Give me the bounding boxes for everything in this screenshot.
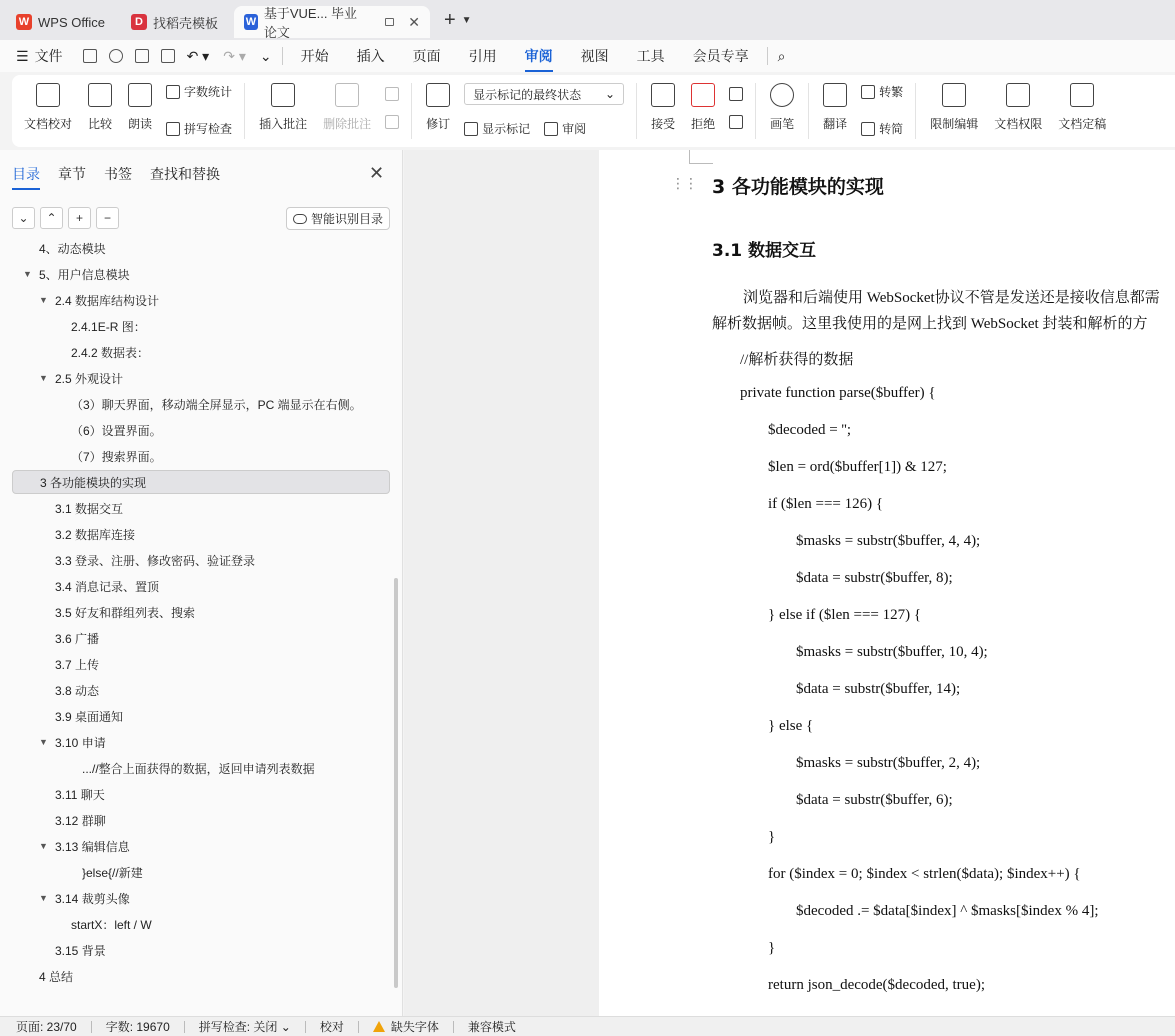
show-markup-label: 显示标记 [482, 122, 531, 136]
toc-item-label: 4、动态模块 [39, 241, 106, 256]
word-count-icon [166, 85, 180, 99]
page-indicator[interactable]: 页面: 23/70 [16, 1020, 77, 1034]
heading-3: 3 各功能模块的实现 [712, 176, 884, 198]
to-simplified-button[interactable] [861, 120, 903, 137]
doc-final-icon [1070, 83, 1094, 107]
markup-options-row [464, 120, 624, 137]
delete-comment-icon [335, 83, 359, 107]
toc-item[interactable] [12, 236, 390, 260]
code-line: $data = substr($buffer, 14); [796, 681, 961, 697]
code-line: if ($len === 126) { [768, 496, 884, 512]
next-change-icon[interactable] [729, 115, 743, 129]
toc-item[interactable] [12, 340, 390, 364]
toc-item-label: 2.4.1E-R 图： [71, 319, 146, 334]
code-line: } [768, 940, 776, 956]
toc-item[interactable] [12, 574, 390, 598]
read-aloud-label: 朗读 [128, 117, 153, 131]
smart-toc-label: 智能识别目录 [310, 212, 383, 226]
expand-arrow-icon[interactable]: ▼ [23, 269, 32, 279]
tab-bookmarks[interactable]: 书签 [104, 166, 132, 182]
toc-item-label: （3）聊天界面，移动端全屏显示，PC 端显示在右侧。 [71, 397, 362, 412]
toc-item[interactable] [12, 834, 390, 858]
pen-icon [770, 83, 794, 107]
word-count-label: 字数统计 [184, 85, 233, 99]
toc-item[interactable] [12, 912, 390, 936]
expand-arrow-icon[interactable]: ▼ [39, 841, 48, 851]
toc-item-label: 3.6 广播 [55, 631, 100, 646]
tab-bar [0, 0, 1175, 40]
status-separator [91, 1021, 92, 1033]
toc-item-label: 5、用户信息模块 [39, 267, 130, 282]
tab-sections[interactable]: 章节 [58, 166, 86, 182]
code-line: $decoded .= $data[$index] ^ $masks[$index % 4]; [796, 903, 1099, 919]
toc-item[interactable] [12, 600, 390, 624]
warning-icon [373, 1021, 385, 1032]
menu-references[interactable]: 引用 [468, 48, 497, 64]
toc-item[interactable] [12, 444, 390, 468]
hamburger-menu-icon[interactable]: ☰ [16, 47, 29, 64]
body-paragraph: 解析数据帧。这里我使用的是网上找到 WebSocket 封装和解析的方 [712, 316, 1148, 332]
toc-item[interactable] [12, 626, 390, 650]
translate-icon [823, 83, 847, 107]
ribbon-separator [915, 83, 916, 139]
menu-review[interactable]: 审阅 [524, 48, 553, 64]
toc-item-label: 3.8 动态 [55, 683, 100, 698]
code-line: private function parse($buffer) { [740, 385, 936, 401]
toc-item-label: 3.7 上传 [55, 657, 100, 672]
toc-item-label: 3.15 背景 [55, 943, 106, 958]
comment-nav-group [379, 83, 405, 129]
to-traditional-label: 转繁 [879, 85, 904, 99]
insert-comment-button[interactable] [251, 83, 315, 132]
menu-home[interactable]: 开始 [300, 48, 329, 64]
code-line: $masks = substr($buffer, 2, 4); [796, 755, 981, 771]
toc-item[interactable] [12, 470, 390, 494]
doc-final-label: 文档定稿 [1058, 117, 1107, 131]
change-nav-group [723, 83, 749, 129]
toc-controls [12, 207, 119, 229]
smart-toc-button[interactable] [286, 207, 390, 230]
delete-comment-label: 删除批注 [323, 117, 372, 131]
code-line: $len = ord($buffer[1]) & 127; [768, 459, 947, 475]
code-line: } else { [768, 718, 814, 734]
toc-item[interactable] [12, 782, 390, 806]
track-changes-button[interactable] [418, 83, 458, 132]
docer-logo-icon: D [131, 14, 147, 30]
code-line: $masks = substr($buffer, 4, 4); [796, 533, 981, 549]
expand-arrow-icon[interactable]: ▼ [39, 737, 48, 747]
close-tab-icon[interactable]: ✕ [408, 13, 420, 30]
more-chevron-icon[interactable]: ⌄ [259, 47, 272, 64]
toc-item-label: 2.4 数据库结构设计 [55, 293, 160, 308]
tab-find-replace[interactable]: 查找和替换 [150, 166, 220, 182]
menu-membership[interactable]: 会员专享 [692, 48, 749, 64]
add-level-icon[interactable]: + [68, 207, 91, 229]
share-icon[interactable] [109, 49, 123, 63]
undo-icon[interactable]: ↶ ▾ [186, 47, 210, 64]
markup-state-value: 显示标记的最终状态 [473, 87, 582, 102]
toc-item[interactable] [12, 314, 390, 338]
toc-item-label: }else{//新建 [82, 865, 143, 880]
toc-item[interactable] [12, 678, 390, 702]
tab-toc[interactable]: 目录 [12, 166, 40, 182]
review-pane-label: 审阅 [562, 122, 587, 136]
toc-item-label: 3.10 申请 [55, 735, 106, 750]
toc-item-label: ...//整合上面获得的数据，返回申请列表数据 [82, 761, 315, 776]
toc-item-label: 3.2 数据库连接 [55, 527, 136, 542]
reject-button[interactable] [683, 83, 723, 132]
toc-item[interactable] [12, 262, 390, 286]
restrict-edit-icon [942, 83, 966, 107]
toc-item[interactable] [12, 366, 390, 390]
new-tab-plus-icon[interactable]: + [443, 8, 456, 31]
search-icon[interactable]: ⌕ [777, 47, 786, 64]
toc-item-label: 2.5 外观设计 [55, 371, 124, 386]
toc-item-label: 3.14 裁剪头像 [55, 891, 130, 906]
ribbon-separator [636, 83, 637, 139]
proofread-label: 文档校对 [24, 117, 73, 131]
body-paragraph: 浏览器和后端使用 WebSocket协议不管是发送还是接收信息都需 [743, 290, 1160, 306]
drag-handle-icon[interactable]: ⋮⋮ [671, 176, 697, 192]
to-traditional-button[interactable] [861, 83, 903, 100]
chevron-down-icon[interactable]: ▼ [461, 14, 472, 26]
toc-item-label: （7）搜索界面。 [71, 449, 162, 464]
word-tools-group [160, 83, 238, 137]
spell-check-indicator[interactable]: 拼写检查: 关闭 ⌄ [198, 1019, 291, 1034]
track-changes-label: 修订 [426, 117, 451, 131]
menu-file[interactable]: 文件 [34, 48, 63, 64]
toc-item[interactable] [12, 548, 390, 572]
code-line: $data = substr($buffer, 6); [796, 792, 953, 808]
toc-item[interactable] [12, 392, 390, 416]
toc-item-label: 3.12 群聊 [55, 813, 106, 828]
menu-separator [767, 47, 768, 65]
ribbon-separator [755, 83, 756, 139]
toc-item-label: 3.4 消息记录、置顶 [55, 579, 160, 594]
insert-comment-icon [271, 83, 295, 107]
menu-separator [282, 47, 283, 65]
delete-comment-button[interactable] [315, 83, 379, 132]
spell-check-status: 拼写检查: 关闭 [198, 1020, 278, 1034]
pen-button[interactable] [762, 83, 802, 132]
toc-item-label: startX：left / W [71, 917, 152, 932]
toc-item-label: 2.4.2 数据表： [71, 345, 150, 360]
print-preview-icon[interactable] [161, 49, 175, 63]
doc-final-button[interactable] [1050, 83, 1114, 132]
status-separator [305, 1021, 306, 1033]
toc-item[interactable] [12, 418, 390, 442]
code-line: $decoded = ''; [768, 422, 852, 438]
spell-check-button[interactable] [166, 120, 232, 137]
to-simplified-icon [861, 122, 875, 136]
writer-logo-icon: W [245, 16, 257, 28]
read-aloud-button[interactable] [120, 83, 160, 132]
navigation-panel [0, 150, 403, 1016]
proofread-icon [36, 83, 60, 107]
code-line: //解析获得的数据 [740, 352, 854, 368]
code-line: $data = substr($buffer, 8); [796, 570, 953, 586]
toc-item-label: 3.13 编辑信息 [55, 839, 130, 854]
close-panel-icon[interactable]: ✕ [369, 163, 385, 183]
proofread-button[interactable] [12, 83, 80, 132]
toc-item-label: （6）设置界面。 [71, 423, 162, 438]
toc-item[interactable] [12, 808, 390, 832]
menu-view[interactable]: 视图 [580, 48, 609, 64]
accept-button[interactable] [643, 83, 683, 132]
status-bar [0, 1016, 1175, 1036]
toc-item[interactable] [12, 860, 390, 884]
show-markup-icon [464, 122, 478, 136]
translate-button[interactable] [815, 83, 855, 132]
pen-label: 画笔 [770, 117, 795, 131]
menu-insert[interactable]: 插入 [356, 48, 385, 64]
show-markup-button[interactable] [464, 120, 530, 137]
tab-docer-templates[interactable] [121, 6, 228, 38]
doc-permission-button[interactable] [986, 83, 1050, 132]
markup-group [458, 83, 630, 137]
toc-item[interactable] [12, 288, 390, 312]
smart-toc-icon [293, 214, 307, 224]
to-traditional-icon [861, 85, 875, 99]
reject-icon [691, 83, 715, 107]
toc-list [12, 232, 390, 1012]
toc-item[interactable] [12, 938, 390, 962]
code-line: for ($index = 0; $index < strlen($data); $index++) { [768, 866, 1081, 882]
toc-item[interactable] [12, 522, 390, 546]
toc-scrollbar[interactable] [394, 578, 398, 988]
code-line: } [768, 829, 776, 845]
tab-label: 基于VUE... 毕业论文 [263, 6, 358, 40]
spell-check-label: 拼写检查 [184, 122, 233, 136]
compat-mode-indicator: 兼容模式 [467, 1020, 516, 1034]
restrict-edit-button[interactable] [922, 83, 986, 132]
toc-item[interactable] [12, 496, 390, 520]
code-line: } else if ($len === 127) { [768, 607, 922, 623]
chinese-convert-group [855, 83, 909, 137]
toc-item[interactable] [12, 730, 390, 754]
toc-item-label: 3.9 桌面通知 [55, 709, 124, 724]
next-comment-icon[interactable] [385, 115, 399, 129]
menu-page[interactable]: 页面 [412, 48, 441, 64]
doc-permission-icon [1006, 83, 1030, 107]
remove-level-icon[interactable]: − [96, 207, 119, 229]
read-aloud-icon [128, 83, 152, 107]
review-ribbon [12, 75, 1175, 147]
tab-label: WPS Office [38, 14, 105, 30]
toc-item-label: 3.1 数据交互 [55, 501, 124, 516]
word-count-indicator[interactable]: 字数: 19670 [105, 1020, 170, 1034]
ribbon-separator [411, 83, 412, 139]
heading-3-1: 3.1 数据交互 [712, 241, 817, 261]
doc-permission-label: 文档权限 [994, 117, 1043, 131]
restore-window-icon[interactable] [385, 18, 394, 26]
missing-font-indicator[interactable] [373, 1018, 439, 1035]
missing-font-label: 缺失字体 [390, 1020, 439, 1034]
review-pane-button[interactable] [544, 120, 586, 137]
expand-down-icon[interactable]: ⌄ [12, 207, 35, 229]
wps-logo-icon: W [16, 14, 32, 30]
print-icon[interactable] [135, 49, 149, 63]
tab-label: 找稻壳模板 [152, 15, 218, 31]
reject-label: 拒绝 [691, 117, 716, 131]
toc-item[interactable] [12, 886, 390, 910]
status-separator [358, 1021, 359, 1033]
compare-button[interactable] [80, 83, 120, 132]
code-line: return json_decode($decoded, true); [768, 977, 985, 993]
status-separator [453, 1021, 454, 1033]
menu-tools[interactable]: 工具 [636, 48, 665, 64]
track-changes-icon [426, 83, 450, 107]
previous-change-icon[interactable] [729, 87, 743, 101]
tab-wps-office[interactable] [6, 6, 115, 38]
review-pane-icon [544, 122, 558, 136]
expand-arrow-icon[interactable]: ▼ [39, 373, 48, 383]
expand-arrow-icon[interactable]: ▼ [39, 893, 48, 903]
document-page[interactable] [599, 150, 1175, 1016]
word-count-button[interactable] [166, 83, 232, 100]
save-icon[interactable] [83, 49, 97, 63]
toc-item-label: 3.3 登录、注册、修改密码、验证登录 [55, 553, 256, 568]
chevron-down-icon: ⌄ [605, 87, 616, 101]
expand-arrow-icon[interactable]: ▼ [39, 295, 48, 305]
status-separator [184, 1021, 185, 1033]
toc-item-label: 3 各功能模块的实现 [40, 475, 147, 490]
menu-bar [0, 40, 1175, 72]
accept-label: 接受 [651, 117, 676, 131]
tab-thesis-document[interactable] [234, 6, 430, 38]
compare-icon [88, 83, 112, 107]
redo-icon[interactable]: ↷ ▾ [223, 47, 246, 64]
ribbon-separator [808, 83, 809, 139]
insert-comment-label: 插入批注 [259, 117, 308, 131]
collapse-up-icon[interactable]: ⌃ [40, 207, 63, 229]
toc-item[interactable] [12, 756, 390, 780]
toc-item-label: 3.5 好友和群组列表、搜索 [55, 605, 196, 620]
page-corner-mark [689, 150, 713, 164]
toc-item[interactable] [12, 652, 390, 676]
ribbon-separator [244, 83, 245, 139]
toc-item[interactable] [12, 964, 390, 988]
toc-item[interactable] [12, 704, 390, 728]
compare-label: 比较 [88, 117, 113, 131]
translate-label: 翻译 [823, 117, 848, 131]
spell-check-icon [166, 122, 180, 136]
toc-item-label: 4 总结 [39, 969, 74, 984]
accept-icon [651, 83, 675, 107]
restrict-edit-label: 限制编辑 [930, 117, 979, 131]
toc-item-label: 3.11 聊天 [55, 787, 105, 802]
panel-tabs [12, 164, 220, 184]
proof-indicator[interactable]: 校对 [319, 1020, 344, 1034]
markup-state-select[interactable] [464, 83, 624, 105]
to-simplified-label: 转简 [879, 122, 904, 136]
previous-comment-icon[interactable] [385, 87, 399, 101]
code-line: $masks = substr($buffer, 10, 4); [796, 644, 988, 660]
